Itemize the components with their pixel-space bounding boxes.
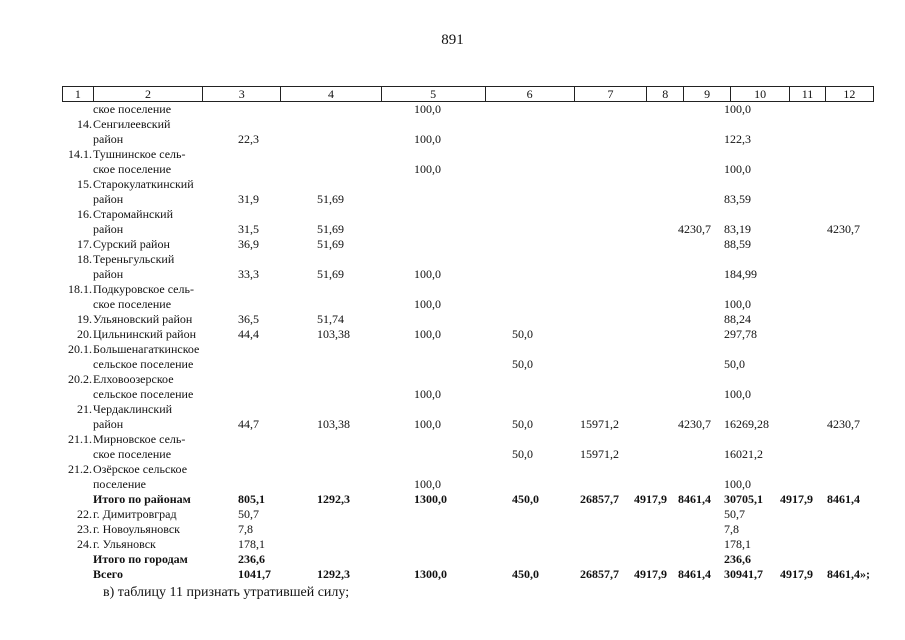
row-number: 14. — [77, 117, 92, 131]
row-name: Мирновское сель- — [93, 432, 186, 446]
row-number: 17. — [77, 237, 92, 251]
cell-c3: 178,1 — [238, 537, 265, 551]
cell-c5: 1300,0 — [414, 492, 447, 506]
cell-c3: 44,4 — [238, 327, 259, 341]
cell-c10: 88,24 — [724, 312, 751, 326]
row-name: район — [93, 417, 124, 431]
cell-c9: 4230,7 — [678, 417, 711, 431]
cell-c10: 83,59 — [724, 192, 751, 206]
table-row — [62, 432, 874, 447]
cell-c6: 50,0 — [512, 417, 533, 431]
cell-c12: 8461,4 — [827, 492, 860, 506]
row-number: 22. — [77, 507, 92, 521]
table-row — [62, 387, 874, 402]
row-name: Ульяновский район — [93, 312, 193, 326]
cell-c12: 8461,4»; — [827, 567, 870, 581]
cell-c11: 4917,9 — [780, 492, 813, 506]
table-row — [62, 462, 874, 477]
cell-c5: 100,0 — [414, 297, 441, 311]
row-name: Всего — [93, 567, 123, 581]
row-name: район — [93, 222, 124, 236]
row-number: 20.2. — [68, 372, 92, 386]
cell-c8: 4917,9 — [634, 567, 667, 581]
cell-c10: 88,59 — [724, 237, 751, 251]
cell-c3: 33,3 — [238, 267, 259, 281]
row-number: 21.1. — [68, 432, 92, 446]
row-name: Тушнинское сель- — [93, 147, 186, 161]
row-name: район — [93, 132, 124, 146]
page-number: 891 — [441, 32, 464, 48]
table-row — [62, 267, 874, 282]
cell-c3: 7,8 — [238, 522, 253, 536]
table-row — [62, 417, 874, 432]
row-name: Большенагаткинское — [93, 342, 200, 356]
row-number: 15. — [77, 177, 92, 191]
cell-c10: 7,8 — [724, 522, 739, 536]
table-row — [62, 192, 874, 207]
cell-c5: 100,0 — [414, 417, 441, 431]
row-name: район — [93, 267, 124, 281]
cell-c3: 236,6 — [238, 552, 265, 566]
row-name: ское поселение — [93, 297, 172, 311]
cell-c4: 51,69 — [317, 192, 344, 206]
row-number: 18. — [77, 252, 92, 266]
header-col-4: 4 — [280, 87, 380, 101]
header-col-7: 7 — [574, 87, 646, 101]
table-row — [62, 312, 874, 327]
row-name: Тереньгульский — [93, 252, 175, 266]
cell-c4: 103,38 — [317, 417, 350, 431]
cell-c4: 51,69 — [317, 267, 344, 281]
table-row — [62, 282, 874, 297]
cell-c6: 50,0 — [512, 357, 533, 371]
row-number: 16. — [77, 207, 92, 221]
row-name: район — [93, 192, 124, 206]
cell-c3: 44,7 — [238, 417, 259, 431]
cell-c10: 16269,28 — [724, 417, 769, 431]
cell-c10: 83,19 — [724, 222, 751, 236]
cell-c4: 51,69 — [317, 222, 344, 236]
cell-c3: 31,5 — [238, 222, 259, 236]
cell-c5: 100,0 — [414, 162, 441, 176]
table-row — [62, 222, 874, 237]
cell-c3: 36,5 — [238, 312, 259, 326]
cell-c10: 16021,2 — [724, 447, 763, 461]
table-row — [62, 492, 874, 507]
table-row — [62, 252, 874, 267]
table-row — [62, 117, 874, 132]
row-number: 19. — [77, 312, 92, 326]
table-row — [62, 147, 874, 162]
row-number: 20. — [77, 327, 92, 341]
cell-c3: 22,3 — [238, 132, 259, 146]
table-row — [62, 207, 874, 222]
table-row — [62, 372, 874, 387]
row-name: поселение — [93, 477, 147, 491]
cell-c5: 100,0 — [414, 387, 441, 401]
header-col-5: 5 — [381, 87, 485, 101]
table-row — [62, 552, 874, 567]
cell-c6: 50,0 — [512, 447, 533, 461]
cell-c6: 50,0 — [512, 327, 533, 341]
row-number: 21. — [77, 402, 92, 416]
cell-c4: 1292,3 — [317, 567, 350, 581]
header-col-3: 3 — [202, 87, 280, 101]
row-name: Елховоозерское — [93, 372, 174, 386]
table-row — [62, 567, 874, 582]
table-row — [62, 402, 874, 417]
cell-c10: 100,0 — [724, 477, 751, 491]
table-row — [62, 537, 874, 552]
row-name: Итого по городам — [93, 552, 188, 566]
table-row — [62, 162, 874, 177]
table-row — [62, 327, 874, 342]
table-row — [62, 477, 874, 492]
cell-c10: 122,3 — [724, 132, 751, 146]
cell-c10: 100,0 — [724, 297, 751, 311]
cell-c9: 8461,4 — [678, 492, 711, 506]
cell-c3: 50,7 — [238, 507, 259, 521]
row-name: Старомайнский — [93, 207, 174, 221]
cell-c5: 100,0 — [414, 267, 441, 281]
header-col-10: 10 — [730, 87, 789, 101]
cell-c7: 15971,2 — [580, 417, 619, 431]
row-name: г. Ульяновск — [93, 537, 156, 551]
table-row — [62, 297, 874, 312]
cell-c12: 4230,7 — [827, 417, 860, 431]
cell-c7: 15971,2 — [580, 447, 619, 461]
cell-c10: 236,6 — [724, 552, 751, 566]
row-number: 23. — [77, 522, 92, 536]
row-number: 14.1. — [68, 147, 92, 161]
row-number: 20.1. — [68, 342, 92, 356]
cell-c5: 100,0 — [414, 477, 441, 491]
header-col-1: 1 — [74, 87, 81, 101]
row-name: Чердаклинский — [93, 402, 173, 416]
table-row — [62, 102, 874, 117]
cell-c10: 30705,1 — [724, 492, 763, 506]
row-name: ское поселение — [93, 102, 172, 116]
table-header-row — [62, 86, 874, 102]
header-col-2: 2 — [93, 87, 203, 101]
cell-c11: 4917,9 — [780, 567, 813, 581]
row-name: сельское поселение — [93, 357, 194, 371]
table-row — [62, 507, 874, 522]
cell-c4: 103,38 — [317, 327, 350, 341]
cell-c8: 4917,9 — [634, 492, 667, 506]
header-col-11: 11 — [789, 87, 824, 101]
table-row — [62, 177, 874, 192]
row-name: Подкуровское сель- — [93, 282, 194, 296]
row-name: Старокулаткинский — [93, 177, 194, 191]
cell-c10: 100,0 — [724, 102, 751, 116]
cell-c10: 297,78 — [724, 327, 757, 341]
table-row — [62, 237, 874, 252]
cell-c3: 36,9 — [238, 237, 259, 251]
cell-c3: 805,1 — [238, 492, 265, 506]
footer-text: в) таблицу 11 признать утратившей силу; — [103, 585, 350, 600]
cell-c10: 30941,7 — [724, 567, 763, 581]
cell-c3: 31,9 — [238, 192, 259, 206]
cell-c4: 1292,3 — [317, 492, 350, 506]
table-row — [62, 447, 874, 462]
cell-c10: 184,99 — [724, 267, 757, 281]
header-col-8: 8 — [646, 87, 683, 101]
row-name: сельское поселение — [93, 387, 194, 401]
row-name: Сенгилеевский — [93, 117, 171, 131]
header-col-9: 9 — [683, 87, 729, 101]
cell-c10: 178,1 — [724, 537, 751, 551]
row-name: Итого по районам — [93, 492, 191, 506]
cell-c3: 1041,7 — [238, 567, 271, 581]
cell-c12: 4230,7 — [827, 222, 860, 236]
cell-c10: 50,0 — [724, 357, 745, 371]
cell-c4: 51,69 — [317, 237, 344, 251]
cell-c4: 51,74 — [317, 312, 344, 326]
cell-c6: 450,0 — [512, 492, 539, 506]
row-name: Сурский район — [93, 237, 170, 251]
row-name: ское поселение — [93, 447, 172, 461]
cell-c10: 100,0 — [724, 387, 751, 401]
row-name: ское поселение — [93, 162, 172, 176]
table-body — [62, 102, 874, 582]
table-row — [62, 522, 874, 537]
header-col-6: 6 — [485, 87, 574, 101]
table-row — [62, 357, 874, 372]
row-number: 18.1. — [68, 282, 92, 296]
row-number: 24. — [77, 537, 92, 551]
cell-c9: 8461,4 — [678, 567, 711, 581]
data-table — [62, 86, 874, 582]
row-name: Озёрское сельское — [93, 462, 188, 476]
table-row — [62, 132, 874, 147]
cell-c7: 26857,7 — [580, 492, 619, 506]
row-name: г. Димитровград — [93, 507, 177, 521]
table-row — [62, 342, 874, 357]
cell-c7: 26857,7 — [580, 567, 619, 581]
cell-c10: 50,7 — [724, 507, 745, 521]
row-number: 21.2. — [68, 462, 92, 476]
row-name: г. Новоульяновск — [93, 522, 180, 536]
cell-c5: 100,0 — [414, 327, 441, 341]
cell-c5: 100,0 — [414, 132, 441, 146]
cell-c9: 4230,7 — [678, 222, 711, 236]
row-name: Цильнинский район — [93, 327, 196, 341]
cell-c10: 100,0 — [724, 162, 751, 176]
cell-c6: 450,0 — [512, 567, 539, 581]
cell-c5: 1300,0 — [414, 567, 447, 581]
cell-c5: 100,0 — [414, 102, 441, 116]
header-col-12: 12 — [825, 87, 873, 101]
